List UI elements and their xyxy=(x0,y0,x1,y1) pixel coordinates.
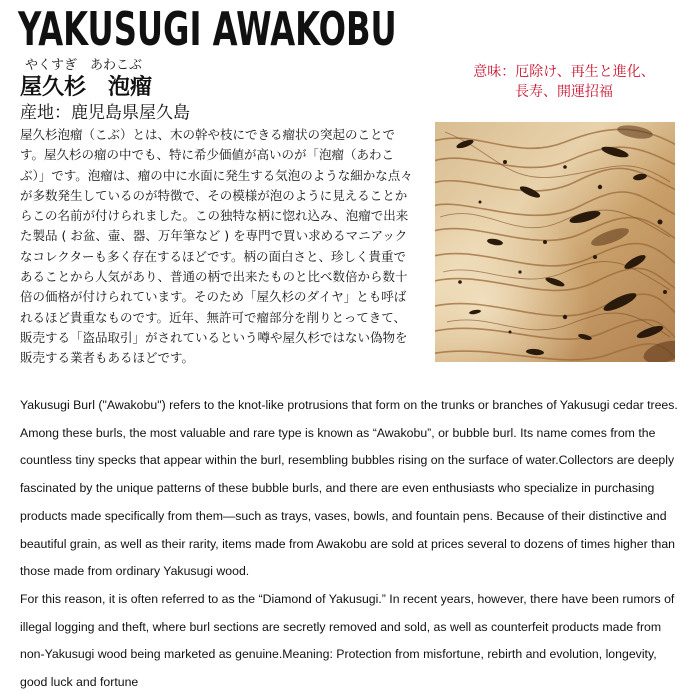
product-title-en: YAKUSUGI AWAKOBU xyxy=(18,2,397,56)
description-en xyxy=(20,392,685,697)
wood-burl-photo xyxy=(435,122,675,362)
meaning-line-2: 長寿、開運招福 xyxy=(515,84,613,100)
meaning-box xyxy=(454,62,674,102)
meaning-line-1: 意味：厄除け、再生と進化、 xyxy=(473,64,655,80)
description-en-paragraph-1: Yakusugi Burl ("Awakobu") refers to the knot-like protrusions that form on the trunks or branches of Yakusugi cedar trees. Among these burls, the most valuable and rare type is known as “Awakobu”, or bubble burl. Its name comes from the countless tiny specks that appear within the burl, resembling bubbles rising on the surface of water.Collectors are deeply fascinated by the unique patterns of these bubble burls, and there are even enthusiasts who specialize in purchasing products made specifically from them—such as trays, vases, bowls, and fountain pens. Because of their distinctive and beautiful grain, as well as their rarity, items made from Awakobu are sold at prices several to dozens of times higher than those made from ordinary Yakusugi wood. xyxy=(20,398,678,579)
origin-label: 産地：鹿児島県屋久島 xyxy=(20,103,190,123)
product-title-ja: 屋久杉 泡瘤 xyxy=(20,75,153,100)
description-en-paragraph-2: For this reason, it is often referred to as the “Diamond of Yakusugi.” In recent years, however, there have been rumors of illegal logging and theft, where burl sections are secretly removed and sold, as well as counterfeit products made from non-Yakusugi wood being marketed as genuine.Meaning: Protection from misfortune, rebirth and evolution, longevity, good luck and fortune xyxy=(20,591,675,690)
wood-grain-image xyxy=(435,122,675,362)
description-ja: 屋久杉泡瘤（こぶ）とは、木の幹や枝にできる瘤状の突起のことです。屋久杉の瘤の中でも、特に希少価値が高いのが「泡瘤（あわこぶ）」です。泡瘤は、瘤の中に水面に発生する気泡のような細かな点々が多数発生しているのが特徴で、その模様が泡のように見えることからこの名前が付けられました。この独特な柄に惚れ込み、泡瘤で出来た製品 ( お盆、壷、器、万年筆など ) を専門で買い求めるマニアックなコレクターも多く存在するほどです。柄の面白さと、珍しく貴重であることから人気があり、普通の柄で出来たものと比べ数倍から数十倍の価格が付けられています。そのため「屋久杉のダイヤ」とも呼ばれるほど貴重なものです。近年、無許可で瘤部分を削りとってきて、販売する「盗品取引」がされているという噂や屋久杉ではない偽物を販売する業者もあるほどです。 xyxy=(20,127,413,366)
title-furigana: やくすぎ あわこぶ xyxy=(25,58,143,73)
